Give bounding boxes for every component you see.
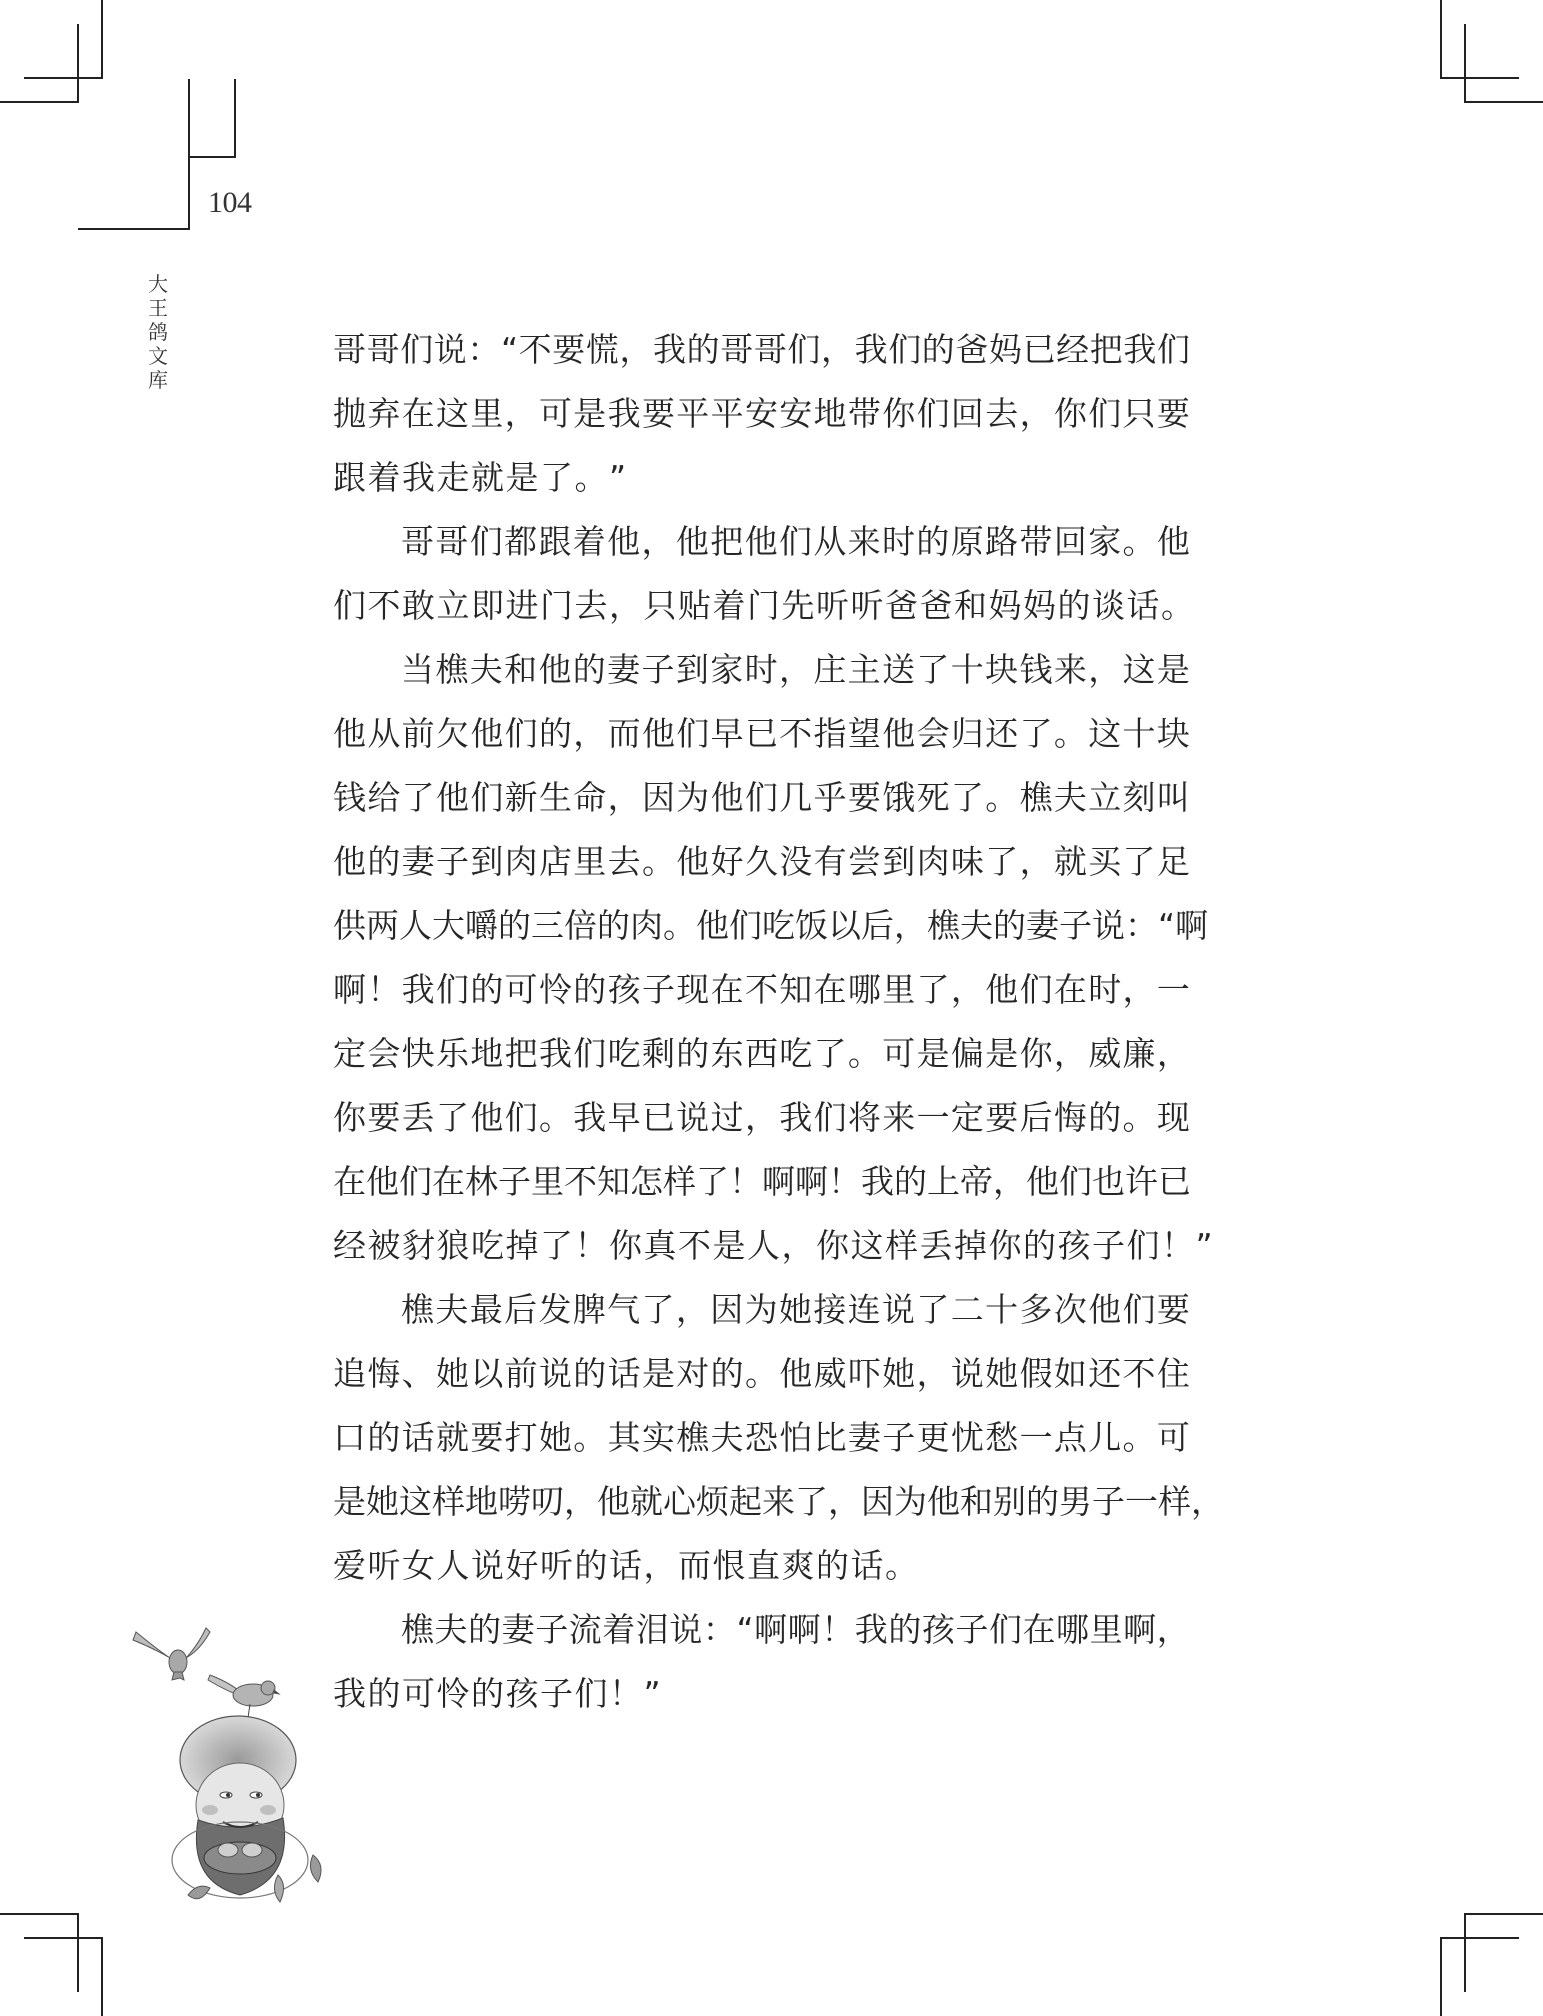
text-line: 们 不 敢 立 即 进 门 去 ， 只 贴 着 门 先 听 听 爸 爸 和 妈 妈 的 谈 话 。: [333, 586, 1194, 625]
crop-mark: [1440, 1937, 1442, 2016]
crop-mark: [0, 101, 79, 103]
series-label-char: 王: [148, 296, 168, 320]
crop-mark: [1440, 1937, 1519, 1939]
crop-mark: [0, 1913, 79, 1915]
text-line: 他 从 前 欠 他 们 的 ， 而 他 们 早 已 不 指 望 他 会 归 还 了 。 这 十 块: [333, 714, 1190, 753]
text-line: 他 的 妻 子 到 肉 店 里 去 。 他 好 久 没 有 尝 到 肉 味 了 ， 就 买 了 足: [333, 842, 1190, 881]
text-line: 爱 听 女 人 说 好 听 的 话 ， 而 恨 直 爽 的 话 。: [333, 1546, 918, 1585]
text-line: 樵 夫 最 后 发 脾 气 了 ， 因 为 她 接 连 说 了 二 十 多 次 他 们 要: [401, 1290, 1190, 1329]
crop-mark: [77, 24, 79, 103]
body-text: [333, 318, 1224, 1726]
text-line: 你 要 丢 了 他 们 。 我 早 已 说 过 ， 我 们 将 来 一 定 要 后 悔 的 。 现: [333, 1098, 1190, 1137]
header-rule: [188, 156, 236, 158]
series-label-char: 文: [148, 344, 168, 368]
crop-mark: [1440, 0, 1442, 79]
text-line: 追 悔 、 她 以 前 说 的 话 是 对 的 。 他 威 吓 她 ， 说 她 假 如 还 不 住: [333, 1354, 1190, 1393]
page-number: 104: [208, 186, 252, 219]
text-line: 哥 哥 们 说 ： “ 不 要 慌 ， 我 的 哥 哥 们 ， 我 们 的 爸 妈 已 经 把 我 们: [333, 330, 1190, 369]
crop-mark: [101, 1937, 103, 2016]
text-line: 当 樵 夫 和 他 的 妻 子 到 家 时 ， 庄 主 送 了 十 块 钱 来 ， 这 是: [401, 650, 1190, 689]
bird-icon: [208, 1675, 279, 1718]
crop-mark: [1464, 24, 1466, 103]
crop-mark: [1440, 77, 1519, 79]
crop-mark: [101, 0, 103, 79]
series-label-char: 库: [148, 368, 168, 392]
text-line: 是 她 这 样 地 唠 叨 ， 他 就 心 烦 起 来 了 ， 因 为 他 和 别 的 男 子 一 样 ，: [333, 1482, 1224, 1521]
illustration-icon: [128, 1620, 348, 1910]
text-line: 钱 给 了 他 们 新 生 命 ， 因 为 他 们 几 乎 要 饿 死 了 。 樵 夫 立 刻 叫: [333, 778, 1190, 817]
text-line: 啊 ！ 我 们 的 可 怜 的 孩 子 现 在 不 知 在 哪 里 了 ， 他 们 在 时 ， 一: [333, 970, 1190, 1009]
text-line: 供 两 人 大 嚼 的 三 倍 的 肉 。 他 们 吃 饭 以 后 ， 樵 夫 的 妻 子 说 ： “ 啊: [333, 906, 1209, 945]
header-rule: [78, 228, 190, 230]
text-line: 我 的 可 怜 的 孩 子 们 ！ ”: [333, 1674, 661, 1713]
crop-mark: [1464, 1913, 1543, 1915]
text-line: 定 会 快 乐 地 把 我 们 吃 剩 的 东 西 吃 了 。 可 是 偏 是 你 ， 威 廉 ，: [333, 1034, 1190, 1073]
series-label: [146, 272, 170, 392]
crop-mark: [1464, 101, 1543, 103]
series-label-char: 鸽: [148, 320, 168, 344]
text-line: 哥 哥 们 都 跟 着 他 ， 他 把 他 们 从 来 时 的 原 路 带 回 家 。 他: [401, 522, 1190, 561]
header-rule: [188, 79, 190, 230]
text-line: 樵 夫 的 妻 子 流 着 泪 说 ： “ 啊 啊 ！ 我 的 孩 子 们 在 哪 里 啊 ，: [401, 1610, 1190, 1649]
header-rule: [234, 79, 236, 158]
text-line: 在 他 们 在 林 子 里 不 知 怎 样 了 ！ 啊 啊 ！ 我 的 上 帝 ， 他 们 也 许 已: [333, 1162, 1191, 1201]
bird-icon: [133, 1628, 210, 1680]
crop-mark: [1464, 1913, 1466, 1992]
text-line: 跟 着 我 走 就 是 了 。 ”: [333, 458, 627, 497]
series-label-char: 大: [148, 272, 168, 296]
crop-mark: [24, 1937, 103, 1939]
text-line: 口 的 话 就 要 打 她 。 其 实 樵 夫 恐 怕 比 妻 子 更 忧 愁 一 点 儿 。 可: [333, 1418, 1190, 1457]
text-line: 经 被 豺 狼 吃 掉 了 ！ 你 真 不 是 人 ， 你 这 样 丢 掉 你 的 孩 子 们 ！ ”: [333, 1226, 1213, 1265]
text-line: 抛 弃 在 这 里 ， 可 是 我 要 平 平 安 安 地 带 你 们 回 去 ， 你 们 只 要: [333, 394, 1190, 433]
crop-mark: [24, 77, 103, 79]
crop-mark: [77, 1913, 79, 1992]
